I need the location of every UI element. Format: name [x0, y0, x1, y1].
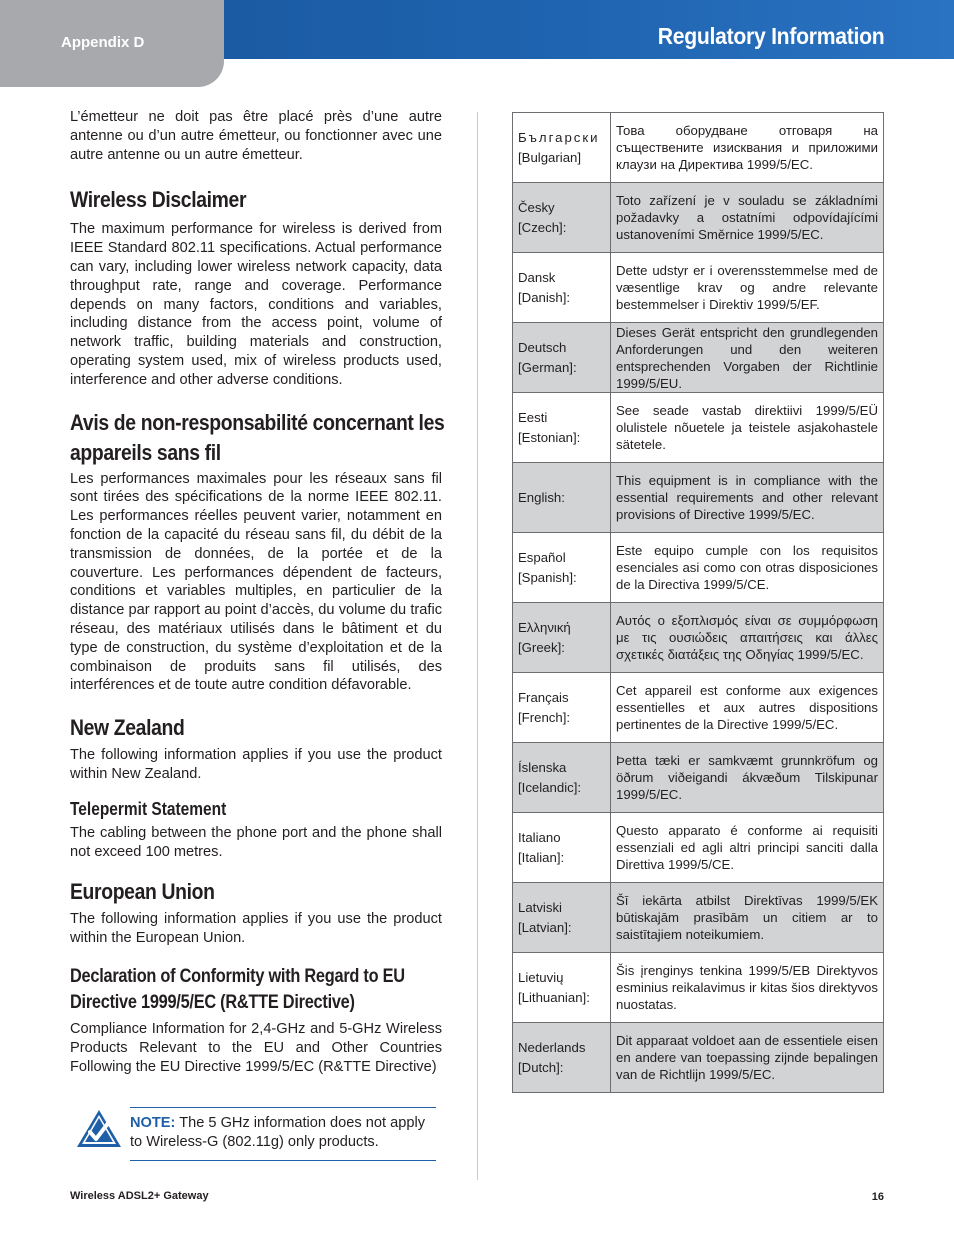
language-english-name: [Bulgarian]	[518, 149, 582, 165]
language-cell	[513, 183, 611, 253]
language-cell	[513, 953, 611, 1023]
table-row	[513, 883, 884, 953]
intro-paragraph: L’émetteur ne doit pas être placé près d’une autre antenne ou d’un autre émetteur, ou fonctionner avec une autre antenne ou un autre émetteur.	[70, 109, 442, 163]
regulatory-table	[512, 112, 884, 1093]
note-box	[70, 1107, 442, 1161]
language-cell	[513, 743, 611, 813]
language-cell	[513, 253, 611, 323]
language-cell	[513, 393, 611, 463]
language-english-name: [Danish]:	[518, 289, 571, 305]
declaration-cell: Dit apparaat voldoet aan de essentiele eisen en andere van toepassing zijnde bepalingen van de Richtlijn 1999/5/EC.	[611, 1023, 884, 1093]
declaration-cell: Þetta tæki er samkvæmt grunnkröfum og öðrum viðeigandi ákvæðum Tilskipunar 1999/5/EC.	[611, 743, 884, 813]
declaration-cell: Šī iekārta atbilst Direktīvas 1999/5/EK būtiskajām prasībām un citiem ar to saistītajiem noteikumiem.	[611, 883, 884, 953]
language-name: Lietuvių	[518, 969, 564, 985]
footer-page-number: 16	[871, 1191, 884, 1203]
declaration-cell: Este equipo cumple con los requisitos esenciales asi como con otras disposiciones de la Directiva 1999/5/CE.	[611, 533, 884, 603]
table-row	[513, 743, 884, 813]
wireless-disclaimer-text: The maximum performance for wireless is derived from IEEE Standard 802.11 specifications. Actual performance can vary, including lower wireless network capacity, data throughput rate, range and coverage. Performance depends on many factors, conditions and variables, including distance from the access point, volume of network traffic, building materials and construction, operating system used, mix of wireless products used, interference and other adverse conditions.	[70, 221, 442, 388]
language-name: Español	[518, 549, 566, 565]
note-text	[130, 1114, 440, 1152]
page-title: Regulatory Information	[657, 23, 884, 49]
table-row	[513, 113, 884, 183]
language-cell	[513, 113, 611, 183]
declaration-cell: This equipment is in compliance with the essential requirements and other relevant provisions of Directive 1999/5/EC.	[611, 463, 884, 533]
column-divider	[477, 112, 478, 1180]
language-english-name: [Czech]:	[518, 219, 567, 235]
note-rule-top	[130, 1107, 436, 1108]
left-column	[70, 108, 445, 1076]
declaration-cell: Toto zařízení je v souladu se základními požadavky a ostatními odpovídajícími ustanoveními Směrnice 1999/5/EC.	[611, 183, 884, 253]
declaration-cell: Αυτός ο εξοπλισμός είναι σε συμμόρφωση με τις ουσιώδεις απαιτήσεις και άλλες σχετικές διατάξεις της Οδηγίας 1999/5/EC.	[611, 603, 884, 673]
language-cell	[513, 463, 611, 533]
table-row	[513, 603, 884, 673]
table-row	[513, 323, 884, 393]
wireless-disclaimer-heading: Wireless Disclaimer	[70, 187, 247, 213]
language-name: Íslenska	[518, 759, 567, 775]
table-row	[513, 1023, 884, 1093]
note-label: NOTE:	[130, 1115, 176, 1131]
language-english-name: [Spanish]:	[518, 569, 577, 585]
language-english-name: [Greek]:	[518, 639, 565, 655]
language-english-name: [Lithuanian]:	[518, 989, 590, 1005]
new-zealand-text: The following information applies if you use the product within New Zealand.	[70, 747, 442, 782]
avis-text: Les performances maximales pour les réseaux sans fil sont tirées des spécifications de la norme IEEE 802.11. Les performances réelles peuvent varier, notamment en fonction de la capacité du réseau sans fil, du débit de la transmission de données, de la portée et de la couverture. Les performances dépendent de facteurs, conditions et variables multiples, en particulier de la distance par rapport au point d’accès, du volume du trafic réseau, des matériaux utilisés dans le bâtiment et du type de construction, du système d’exploitation et de la combinaison de produits sans fil utilisés, des interférences et de toute autre condition défavorable.	[70, 470, 442, 694]
language-cell	[513, 533, 611, 603]
european-union-text: The following information applies if you use the product within the European Union.	[70, 911, 442, 947]
language-cell	[513, 813, 611, 883]
declaration-heading-line1: Declaration of Conformity with Regard to EU	[70, 965, 405, 987]
checkmark-diamond-icon	[76, 1109, 122, 1149]
declaration-text: Compliance Information for 2,4-GHz and 5-GHz Wireless Products Relevant to the EU and Other Countries Following the EU Directive 1999/5/EC (R&TTE Directive)	[70, 1020, 442, 1075]
table-row	[513, 253, 884, 323]
declaration-cell: Това оборудване отговаря на съществените изисквания и приложими клаузи на Директива 1999/5/ЕС.	[611, 113, 884, 183]
avis-heading-line1: Avis de non-responsabilité concernant les	[70, 409, 445, 435]
language-name: Български	[518, 129, 600, 145]
table-row	[513, 813, 884, 883]
language-name: Deutsch	[518, 339, 567, 355]
language-english-name: [Estonian]:	[518, 429, 581, 445]
language-english-name: [German]:	[518, 359, 577, 375]
declaration-cell: Šis įrenginys tenkina 1999/5/EB Direktyvos esminius reikalavimus ir kitas šios direktyvos nuostatas.	[611, 953, 884, 1023]
table-row	[513, 183, 884, 253]
language-cell	[513, 323, 611, 393]
declaration-cell: Cet appareil est conforme aux exigences essentielles et aux autres dispositions pertinentes de la Directive 1999/5/EC.	[611, 673, 884, 743]
language-name: Česky	[518, 199, 555, 215]
table-row	[513, 953, 884, 1023]
language-name: Dansk	[518, 269, 556, 285]
language-name: Nederlands	[518, 1039, 586, 1055]
note-rule-bottom	[130, 1160, 436, 1161]
declaration-cell: Dette udstyr er i overensstemmelse med de væsentlige krav og andre relevante bestemmelser i Direktiv 1999/5/EF.	[611, 253, 884, 323]
appendix-label: Appendix D	[61, 34, 145, 51]
table-row	[513, 533, 884, 603]
declaration-cell: See seade vastab direktiivi 1999/5/EÜ olulistele nõuetele ja teistele asjakohastele sätetele.	[611, 393, 884, 463]
language-cell	[513, 673, 611, 743]
language-english-name: English:	[518, 489, 565, 505]
declaration-cell: Dieses Gerät entspricht den grundlegenden Anforderungen und den weiteren entsprechenden Vorgaben der Richtlinie 1999/5/EU.	[611, 323, 884, 393]
language-name: Eesti	[518, 409, 548, 425]
language-english-name: [Icelandic]:	[518, 779, 582, 795]
note-body: The 5 GHz information does not apply to Wireless-G (802.11g) only products.	[130, 1115, 425, 1150]
language-english-name: [Italian]:	[518, 849, 565, 865]
language-english-name: [French]:	[518, 709, 571, 725]
language-cell	[513, 883, 611, 953]
language-name: Latviski	[518, 899, 562, 915]
language-english-name: [Latvian]:	[518, 919, 572, 935]
telepermit-heading: Telepermit Statement	[70, 798, 227, 819]
european-union-heading: European Union	[70, 879, 215, 905]
language-cell	[513, 603, 611, 673]
language-name: Ελληνική	[518, 619, 571, 635]
language-name: Français	[518, 689, 569, 705]
telepermit-text: The cabling between the phone port and the phone shall not exceed 100 metres.	[70, 824, 442, 860]
language-english-name: [Dutch]:	[518, 1059, 564, 1075]
table-row	[513, 393, 884, 463]
table-row	[513, 673, 884, 743]
new-zealand-heading: New Zealand	[70, 715, 185, 741]
table-row	[513, 463, 884, 533]
language-cell	[513, 1023, 611, 1093]
language-name: Italiano	[518, 829, 561, 845]
declaration-heading-line2: Directive 1999/5/EC (R&TTE Directive)	[70, 991, 355, 1013]
avis-heading-line2: appareils sans fil	[70, 439, 221, 465]
footer-product: Wireless ADSL2+ Gateway	[70, 1190, 209, 1202]
declaration-cell: Questo apparato é conforme ai requisiti essenziali ed agli altri principi sanciti dalla Direttiva 1999/5/CE.	[611, 813, 884, 883]
